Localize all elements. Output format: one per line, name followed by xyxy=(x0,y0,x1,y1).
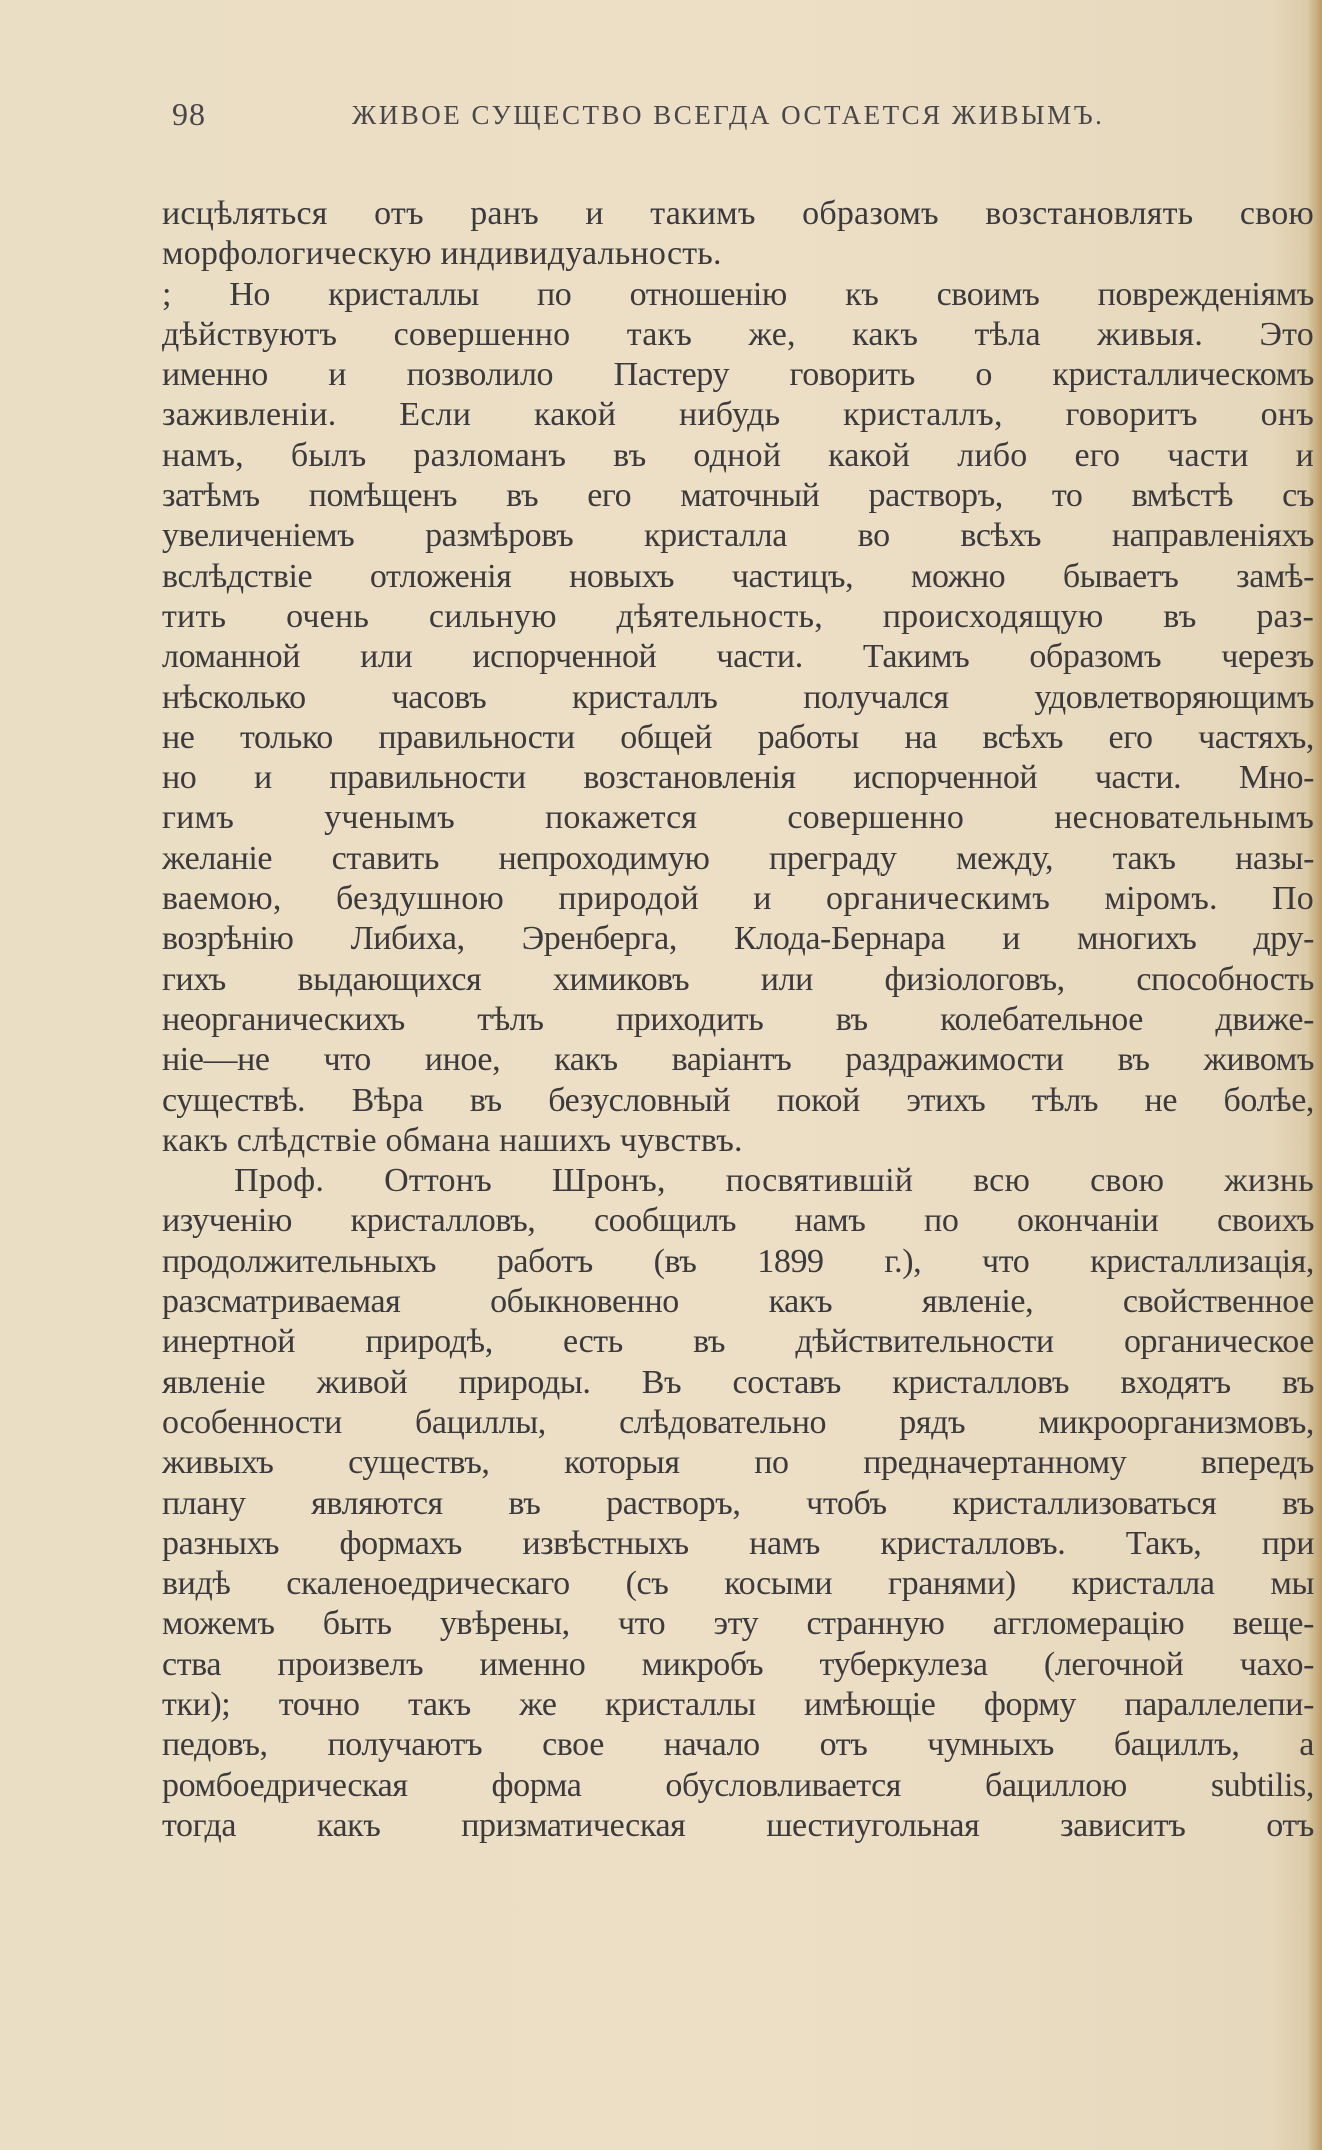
text-line: какъ слѣдствіе обмана нашихъ чувствъ. xyxy=(162,1121,743,1159)
text-line: плану являются въ растворъ, чтобъ кристаллизоваться въ xyxy=(162,1484,1314,1522)
text-line: гихъ выдающихся химиковъ или физіологовъ, способность xyxy=(162,960,1314,998)
text-line: педовъ, получаютъ свое начало отъ чумныхъ бациллъ, а xyxy=(162,1726,1314,1764)
text-line: изученію кристалловъ, сообщилъ намъ по окончаніи своихъ xyxy=(162,1202,1314,1240)
text-line: явленіе живой природы. Въ составъ кристалловъ входятъ въ xyxy=(162,1363,1314,1401)
text-line: тить очень сильную дѣятельность, происходящую въ раз- xyxy=(162,597,1314,635)
text-line: намъ, былъ разломанъ въ одной какой либо его части и xyxy=(162,436,1314,474)
text-line: именно и позволило Пастеру говорить о кристаллическомъ xyxy=(162,356,1314,394)
text-line: тки); точно такъ же кристаллы имѣющіе форму параллелепи- xyxy=(162,1685,1314,1723)
text-line: ства произвелъ именно микробъ туберкулеза (легочной чахо- xyxy=(162,1645,1314,1683)
text-line: видѣ скаленоедрическаго (съ косыми гранями) кристалла мы xyxy=(162,1565,1314,1603)
text-line: ; Но кристаллы по отношенію къ своимъ поврежденіямъ xyxy=(162,275,1314,313)
text-line: увеличеніемъ размѣровъ кристалла во всѣхъ направленіяхъ xyxy=(162,517,1314,555)
text-line: ломанной или испорченной части. Такимъ образомъ черезъ xyxy=(162,638,1314,676)
text-line: неорганическихъ тѣлъ приходить въ колебательное движе- xyxy=(162,1000,1314,1038)
body-text xyxy=(162,194,1314,1846)
text-line: продолжительныхъ работъ (въ 1899 г.), что кристаллизація, xyxy=(162,1242,1314,1280)
text-line: существѣ. Вѣра въ безусловный покой этихъ тѣлъ не болѣе, xyxy=(162,1081,1314,1119)
text-line: ніе—не что иное, какъ варіантъ раздражимости въ живомъ xyxy=(162,1041,1314,1079)
text-line: вслѣдствіе отложенія новыхъ частицъ, можно бываетъ замѣ- xyxy=(162,557,1314,595)
text-line: затѣмъ помѣщенъ въ его маточный растворъ, то вмѣстѣ съ xyxy=(162,477,1314,515)
text-line: исцѣляться отъ ранъ и такимъ образомъ возстановлять свою xyxy=(162,195,1314,232)
running-title: ЖИВОЕ СУЩЕСТВО ВСЕГДА ОСТАЕТСЯ ЖИВЫМЪ. xyxy=(352,100,1105,130)
text-line: инертной природѣ, есть въ дѣйствительности органическое xyxy=(162,1323,1314,1361)
page-number: 98 xyxy=(172,96,206,132)
text-line: разныхъ формахъ извѣстныхъ намъ кристалловъ. Такъ, при xyxy=(162,1524,1314,1562)
text-line: дѣйствуютъ совершенно такъ же, какъ тѣла живыя. Это xyxy=(162,315,1314,353)
text-line: можемъ быть увѣрены, что эту странную аггломерацію веще- xyxy=(162,1605,1314,1643)
page-header xyxy=(172,96,1222,136)
text-line: ромбоедрическая форма обусловливается бациллою subtilis, xyxy=(162,1766,1314,1804)
text-line: морфологическую индивидуальность. xyxy=(162,235,722,273)
text-line: тогда какъ призматическая шестиугольная зависитъ отъ xyxy=(162,1806,1314,1844)
text-line: особенности бациллы, слѣдовательно рядъ микроорганизмовъ, xyxy=(162,1403,1314,1441)
text-line: не только правильности общей работы на всѣхъ его частяхъ, xyxy=(162,718,1314,756)
text-line: возрѣнію Либиха, Эренберга, Клода-Бернара и многихъ дру- xyxy=(162,920,1314,958)
text-line: живыхъ существъ, которыя по предначертанному впередъ xyxy=(162,1444,1314,1482)
text-line: но и правильности возстановленія испорченной части. Мно- xyxy=(162,759,1314,797)
text-line: желаніе ставить непроходимую преграду между, такъ назы- xyxy=(162,839,1314,877)
text-line: ваемою, бездушною природой и органическимъ міромъ. По xyxy=(162,880,1314,918)
text-line: нѣсколько часовъ кристаллъ получался удовлетворяющимъ xyxy=(162,678,1314,716)
text-line: заживленіи. Если какой нибудь кристаллъ, говоритъ онъ xyxy=(162,396,1314,434)
text-line: Проф. Оттонъ Шронъ, посвятившій всю свою жизнь xyxy=(234,1162,1314,1200)
text-line: гимъ ученымъ покажется совершенно несновательнымъ xyxy=(162,799,1314,837)
text-line: разсматриваемая обыкновенно какъ явленіе, свойственное xyxy=(162,1283,1314,1321)
